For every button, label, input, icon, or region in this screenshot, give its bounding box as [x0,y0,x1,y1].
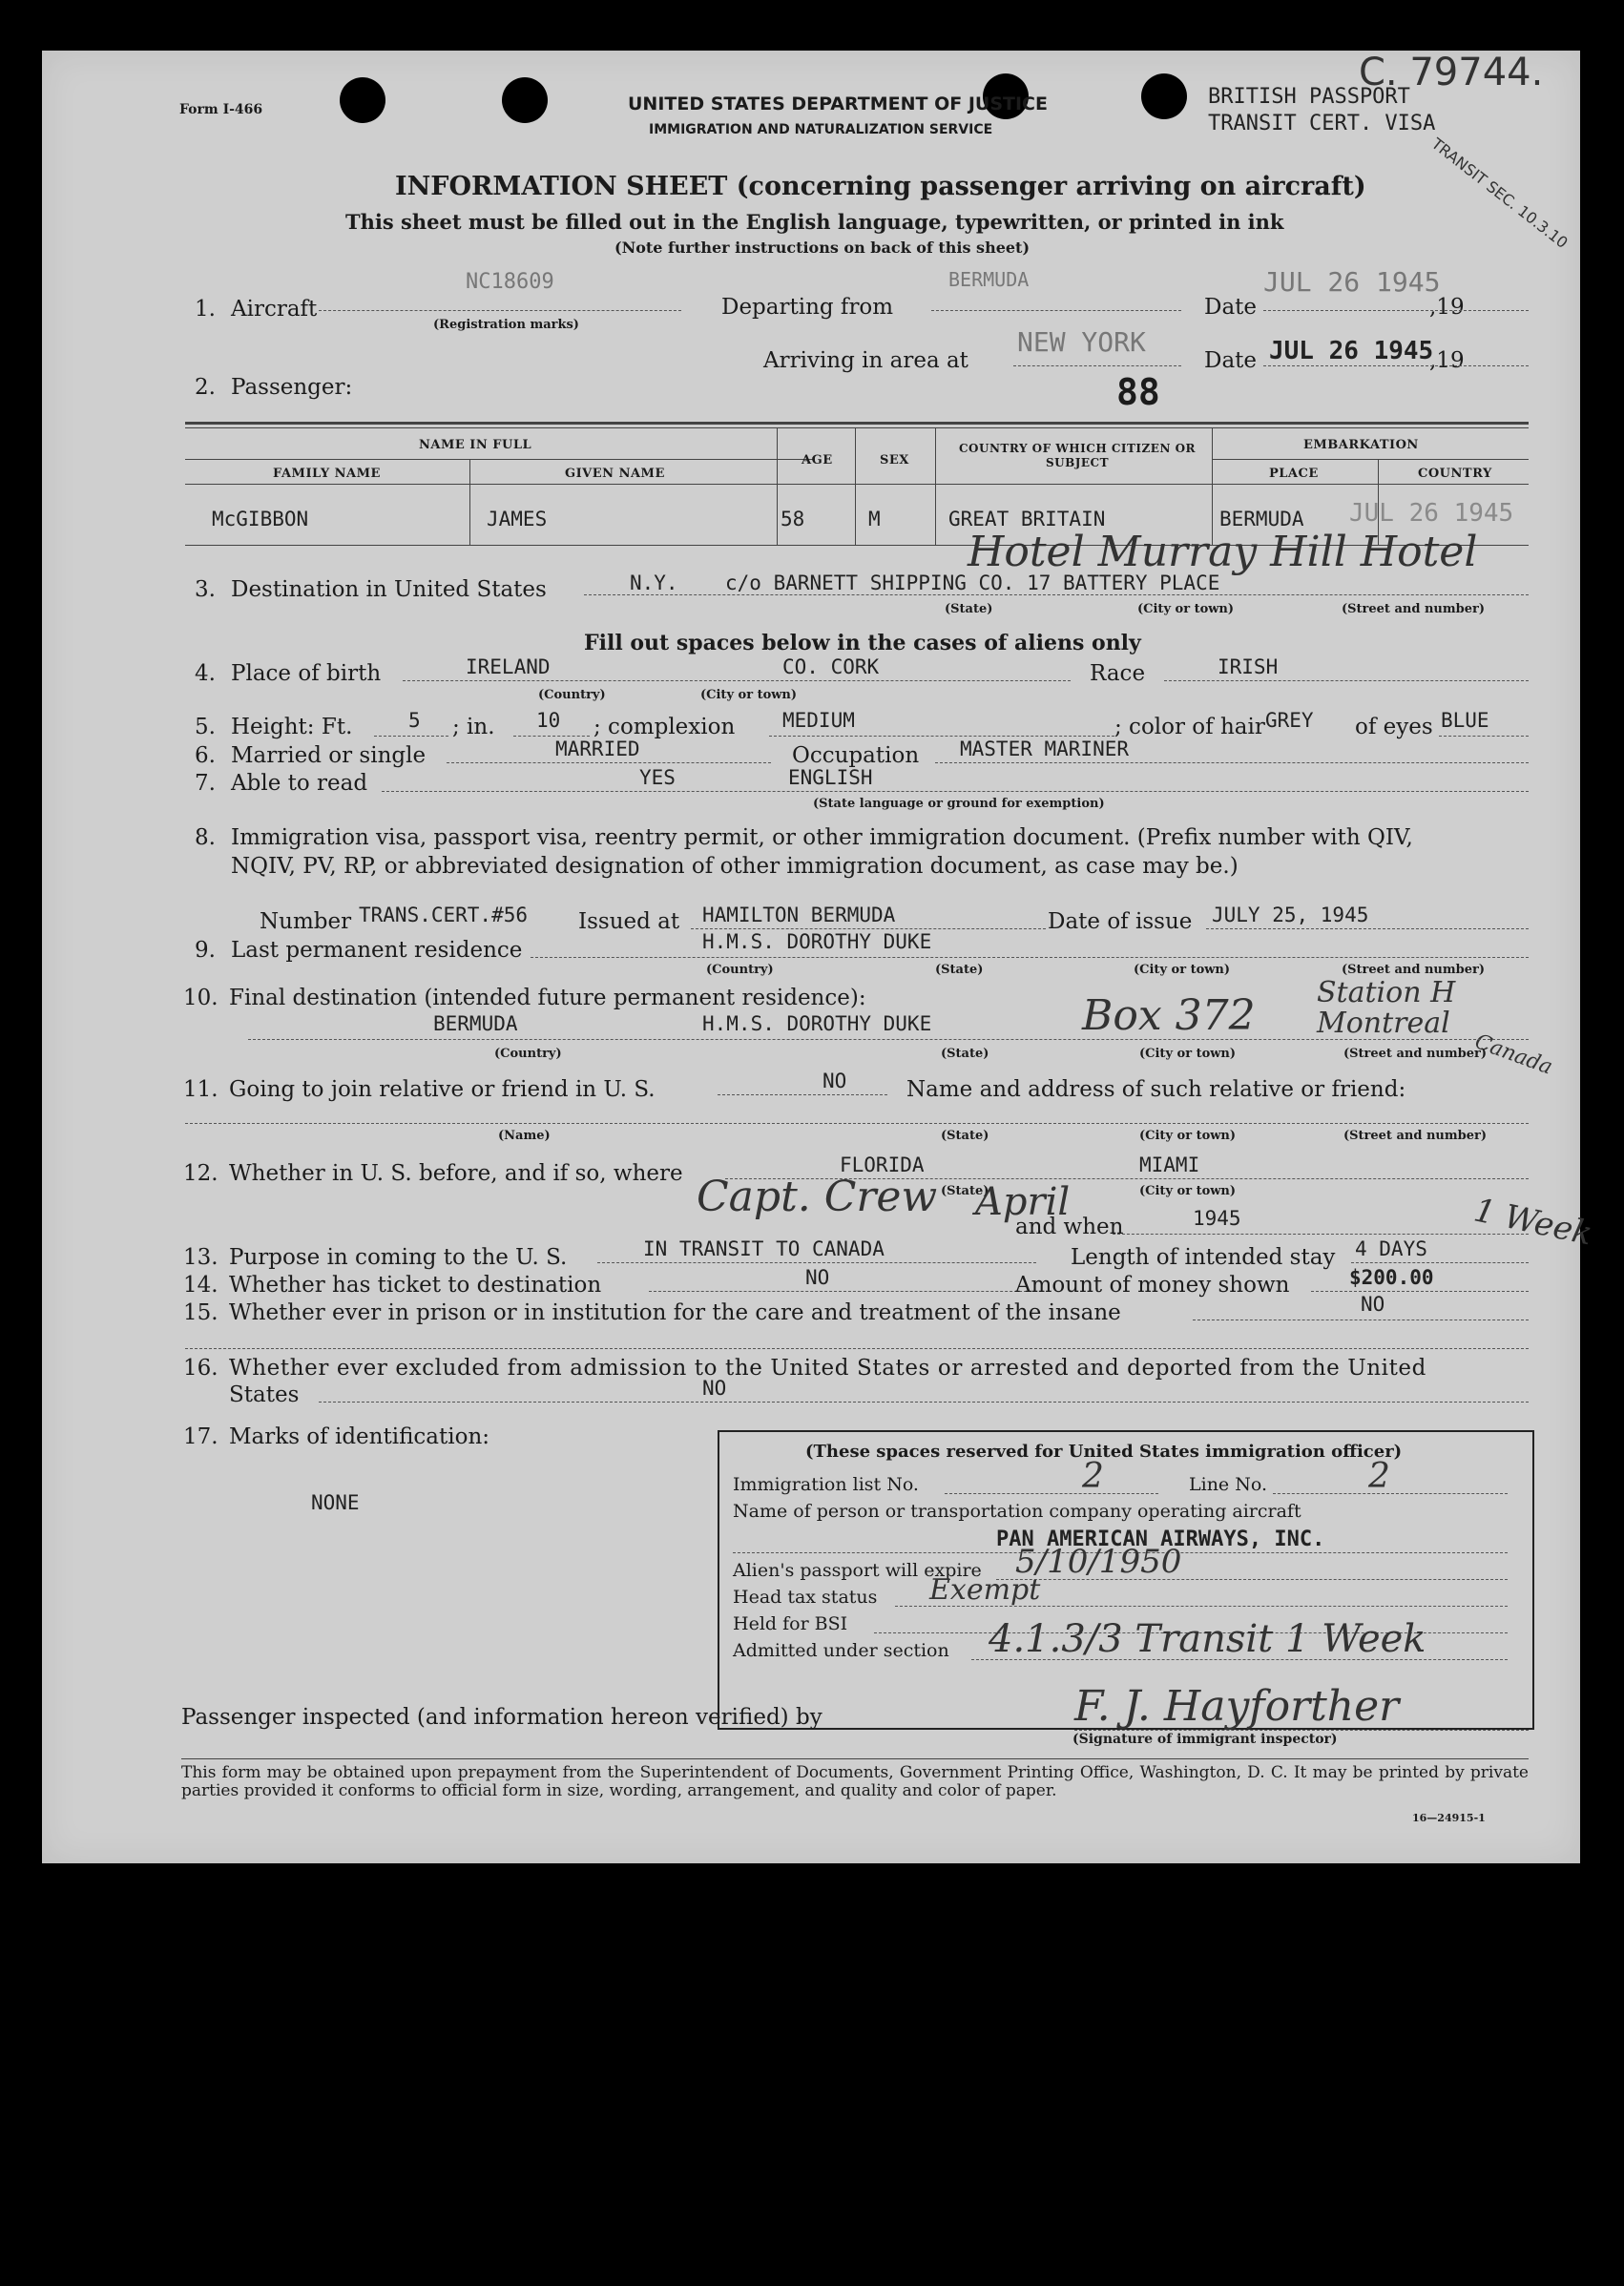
page-title: INFORMATION SHEET (concerning passenger arriving on aircraft) [395,172,1366,201]
identification-value[interactable]: NONE [311,1491,360,1514]
birth-city[interactable]: CO. CORK [782,655,880,678]
final-street-caption: (Street and number) [1343,1047,1487,1061]
table-divider [777,428,778,545]
aircraft-line [319,310,681,311]
eyes-line [1439,736,1529,737]
footer-rule [181,1758,1529,1759]
height-feet[interactable]: 5 [408,709,421,732]
signature-caption: (Signature of immigrant inspector) [1072,1732,1338,1747]
passport-expiry-value[interactable]: 5/10/1950 [1015,1543,1182,1581]
form-sheet [42,51,1596,1863]
arriving-line [1013,365,1181,366]
issued-line [691,928,1046,929]
list-value[interactable]: 2 [1082,1457,1104,1496]
tag-transit: TRANSIT CERT. VISA [1208,112,1436,135]
table-header-mid [185,459,815,460]
passport-expiry-label: Alien's passport will expire [733,1560,982,1581]
date-line [1263,310,1529,311]
literacy-language[interactable]: ENGLISH [788,766,873,789]
eye-color[interactable]: BLUE [1441,709,1489,732]
item-number: 9. [195,938,216,963]
file-number: C. 79744. [1359,51,1544,94]
punch-hole [340,77,385,123]
prison-line-2 [185,1348,1529,1349]
item-number: 10. [183,986,219,1010]
ticket-label: Whether has ticket to destination [229,1273,602,1298]
item-number: 12. [183,1161,219,1186]
literacy-caption: (State language or ground for exemption) [813,797,1105,811]
departing-line [931,310,1181,311]
join-relative-label: Going to join relative or friend in U. S. [229,1077,656,1102]
marital-line [447,762,771,763]
sex[interactable]: M [868,508,881,530]
complexion-label: ; complexion [593,715,736,739]
previous-visit-label: Whether in U. S. before, and if so, where [229,1161,683,1186]
previous-state[interactable]: FLORIDA [840,1153,925,1176]
prison-label: Whether ever in prison or in institution for the care and treatment of the insane [229,1300,1121,1325]
last-residence-label: Last permanent residence [231,938,523,963]
inspection-label: Passenger inspected (and information hereon verified) by [181,1705,822,1730]
inspector-signature: F. J. Hayforther [1074,1682,1400,1731]
purpose-label: Purpose in coming to the U. S. [229,1245,568,1270]
money-line [1311,1291,1529,1292]
occupation-label: Occupation [792,743,920,768]
final-country[interactable]: BERMUDA [433,1012,518,1035]
marital-label: Married or single [231,743,427,768]
department-line: UNITED STATES DEPARTMENT OF JUSTICE [628,94,1048,114]
hair-label: ; color of hair [1114,715,1265,739]
final-street-handwritten: Station H Montreal [1317,976,1456,1040]
birth-city-caption: (City or town) [700,688,798,702]
year-suffix: ,19 [1429,295,1465,320]
footer-text: This form may be obtained upon prepayment from the Superintendent of Documents, Government Printing Office, Washington, D. C. It may be printed by private parties provided it conforms to official form in size, wording, arrangement, and quality and color of paper. [181,1763,1529,1800]
form-number: Form I-466 [179,102,263,117]
arriving-label: Arriving in area at [763,348,968,373]
head-tax-label: Head tax status [733,1587,878,1608]
transit-note: TRANSIT SEC. 10.3.10 [1427,134,1572,253]
race-line [1164,680,1529,681]
previous-year[interactable]: 1945 [1193,1207,1241,1230]
previous-city[interactable]: MIAMI [1139,1153,1200,1176]
line-label: Line No. [1189,1474,1267,1495]
arriving-date[interactable]: JUL 26 1945 [1269,337,1434,365]
ticket-value[interactable]: NO [805,1266,830,1289]
inches-line [513,736,590,737]
table-divider [935,428,936,545]
excluded-value[interactable]: NO [702,1377,727,1400]
registration-caption: (Registration marks) [433,318,579,332]
final-country-caption: (Country) [494,1047,562,1061]
residence-city-caption: (City or town) [1134,963,1231,977]
item-number: 16. [183,1356,219,1381]
relative-city-caption: (City or town) [1139,1129,1237,1143]
inches-label: ; in. [452,715,495,739]
ticket-line [649,1291,1036,1292]
literacy-value[interactable]: YES [639,766,676,789]
item-number: 4. [195,661,216,686]
issued-at[interactable]: HAMILTON BERMUDA [702,904,896,926]
eyes-label: of eyes [1355,715,1433,739]
relative-street-caption: (Street and number) [1343,1129,1487,1143]
money-label: Amount of money shown [1015,1273,1290,1298]
section-line [971,1659,1508,1660]
document-text-2: NQIV, PV, RP, or abbreviated designation of other immigration document, as case may be.) [231,854,1239,879]
final-destination-label: Final destination (intended future permanent residence): [229,986,866,1010]
passport-line [996,1579,1508,1580]
item-number: 8. [195,825,216,850]
previous-month-handwritten: April [975,1180,1071,1224]
tax-line [895,1606,1508,1607]
stay-value[interactable]: 4 DAYS [1355,1237,1427,1260]
item-number: 5. [195,715,216,739]
instructions-line: This sheet must be filled out in the English language, typewritten, or printed in ink [345,210,1284,234]
item-number: 15. [183,1300,219,1325]
relative-line [185,1123,1529,1124]
birth-country[interactable]: IRELAND [466,655,551,678]
bsi-label: Held for BSI [733,1613,848,1634]
final-state[interactable]: H.M.S. DOROTHY DUKE [702,1012,932,1035]
purpose-line [597,1262,1036,1263]
final-state-caption: (State) [941,1047,989,1061]
given-name[interactable]: JAMES [487,508,548,530]
item-number: 2. [195,375,216,400]
table-top-line [185,422,1529,425]
destination-city-caption: (City or town) [1137,602,1235,616]
item-number: 1. [195,297,216,322]
family-name-header: FAMILY NAME [273,467,381,481]
company-value[interactable]: PAN AMERICAN AIRWAYS, INC. [996,1527,1325,1551]
embark-place[interactable]: BERMUDA [1219,508,1304,530]
destination-state[interactable]: N.Y. [630,572,678,594]
issue-date-label: Date of issue [1048,909,1193,934]
issue-date-line [1206,928,1529,929]
destination-line [584,594,1529,595]
final-city-caption: (City or town) [1139,1047,1237,1061]
residence-state-caption: (State) [935,963,984,977]
document-text-1: Immigration visa, passport visa, reentry permit, or other immigration document. (Prefix number with QIV, [231,825,1413,850]
hair-color[interactable]: GREY [1265,709,1314,732]
item-number: 11. [183,1077,219,1102]
occupation-line [935,762,1529,763]
family-name[interactable]: McGIBBON [212,508,309,530]
document-number[interactable]: TRANS.CERT.#56 [359,904,529,926]
place-header: PLACE [1269,467,1319,481]
prison-value[interactable]: NO [1361,1293,1385,1316]
join-relative-value[interactable]: NO [822,1070,847,1092]
previous-visit-handwritten: Capt. Crew [697,1173,938,1221]
race-label: Race [1090,661,1146,686]
departing-date[interactable]: JUL 26 1945 [1263,266,1441,298]
issue-date[interactable]: JULY 25, 1945 [1212,904,1369,926]
arrival-date-line [1263,365,1529,366]
money-value[interactable]: $200.00 [1349,1266,1434,1289]
marital-status[interactable]: MARRIED [555,738,640,760]
table-header-mid-2 [1212,459,1529,460]
embarkation-header: EMBARKATION [1303,438,1419,452]
literacy-label: Able to read [231,771,368,796]
item-number: 17. [183,1424,219,1449]
service-line: IMMIGRATION AND NATURALIZATION SERVICE [649,122,993,137]
excluded-line [319,1402,1529,1403]
when-line [1113,1234,1529,1235]
aircraft-registration[interactable]: NC18609 [466,270,554,294]
age-header: AGE [802,453,833,468]
race[interactable]: IRISH [1218,655,1279,678]
feet-line [374,736,448,737]
relative-name-caption: (Name) [498,1129,551,1143]
height-inches[interactable]: 10 [536,709,561,732]
departing-value[interactable]: BERMUDA [948,268,1030,291]
stay-handwritten: 1 Week [1470,1191,1596,1254]
last-residence[interactable]: H.M.S. DOROTHY DUKE [702,930,932,953]
country-header: COUNTRY OF WHICH CITIZEN OR SUBJECT [958,442,1197,469]
embark-country-header: COUNTRY [1418,467,1492,481]
footer-code: 16—24915-1 [1412,1812,1486,1824]
identification-label: Marks of identification: [229,1424,490,1449]
flight-number: 88 [1116,371,1160,413]
birth-country-caption: (Country) [538,688,606,702]
embark-date-stamp: JUL 26 1945 [1349,499,1514,528]
date-label: Date [1204,295,1258,320]
destination-handwritten: Hotel Murray Hill Hotel [968,528,1478,576]
punch-hole [1141,73,1187,119]
destination-street-caption: (Street and number) [1342,602,1485,616]
company-label: Name of person or transportation company operating aircraft [733,1501,1301,1522]
signature-line [1074,1730,1529,1731]
line-no-line [1273,1493,1508,1494]
document-number-label: Number [260,909,352,934]
occupation[interactable]: MASTER MARINER [960,738,1130,760]
destination-address[interactable]: c/o BARNETT SHIPPING CO. 17 BATTERY PLACE [725,572,1220,594]
when-label: and when [1015,1215,1124,1239]
relative-name-label: Name and address of such relative or friend: [906,1077,1406,1102]
sex-header: SEX [880,453,909,468]
table-top-line-2 [185,427,1529,428]
instructions-note: (Note further instructions on back of this sheet) [614,239,1031,257]
head-tax-value[interactable]: Exempt [929,1573,1041,1607]
final-city-handwritten: Box 372 [1082,991,1256,1040]
citizenship[interactable]: GREAT BRITAIN [948,508,1106,530]
departing-label: Departing from [721,295,894,320]
birth-label: Place of birth [231,661,382,686]
complexion[interactable]: MEDIUM [782,709,855,732]
previous-city-caption: (City or town) [1139,1184,1237,1198]
table-header-bottom [185,484,1529,485]
section-value[interactable]: 4.1.3/3 Transit 1 Week [989,1617,1426,1661]
arriving-value[interactable]: NEW YORK [1017,326,1146,358]
item-number: 3. [195,577,216,602]
relative-state-caption: (State) [941,1129,989,1143]
join-relative-line [718,1094,887,1095]
literacy-line [382,791,1529,792]
complexion-line [769,736,1114,737]
table-divider [855,428,856,545]
item-number: 7. [195,771,216,796]
line-value[interactable]: 2 [1368,1457,1390,1496]
residence-street-caption: (Street and number) [1342,963,1485,977]
previous-state-caption: (State) [941,1184,989,1198]
arrival-year-suffix: ,19 [1429,348,1465,373]
section-label: Admitted under section [733,1640,949,1661]
aliens-heading: Fill out spaces below in the cases of aliens only [584,631,1141,655]
destination-state-caption: (State) [945,602,993,616]
excluded-label: Whether ever excluded from admission to the United States or arrested and deported from the United [229,1356,1426,1381]
list-label: Immigration list No. [733,1474,919,1495]
item-number: 14. [183,1273,219,1298]
final-canada-handwritten: Canada [1471,1029,1556,1080]
height-label: Height: Ft. [231,715,353,739]
age[interactable]: 58 [781,508,805,530]
tag-passport: BRITISH PASSPORT [1208,85,1410,109]
purpose-value[interactable]: IN TRANSIT TO CANADA [643,1237,885,1260]
issued-at-label: Issued at [578,909,680,934]
item-number: 13. [183,1245,219,1270]
list-line [945,1493,1158,1494]
given-name-header: GIVEN NAME [565,467,665,481]
residence-country-caption: (Country) [706,963,774,977]
stay-line [1351,1262,1529,1263]
birth-line [403,680,1071,681]
final-destination-line [248,1039,1529,1040]
item-number: 6. [195,743,216,768]
last-residence-line [531,957,1529,958]
passenger-label: Passenger: [231,375,353,400]
table-divider [469,459,470,545]
arrival-date-label: Date [1204,348,1258,373]
punch-hole [502,77,548,123]
excluded-label-2: States [229,1382,300,1407]
stay-label: Length of intended stay [1071,1245,1336,1270]
name-in-full-header: NAME IN FULL [419,438,532,452]
aircraft-label: Aircraft [231,297,318,322]
destination-label: Destination in United States [231,577,547,602]
officer-box-heading: (These spaces reserved for United States immigration officer) [805,1442,1403,1462]
